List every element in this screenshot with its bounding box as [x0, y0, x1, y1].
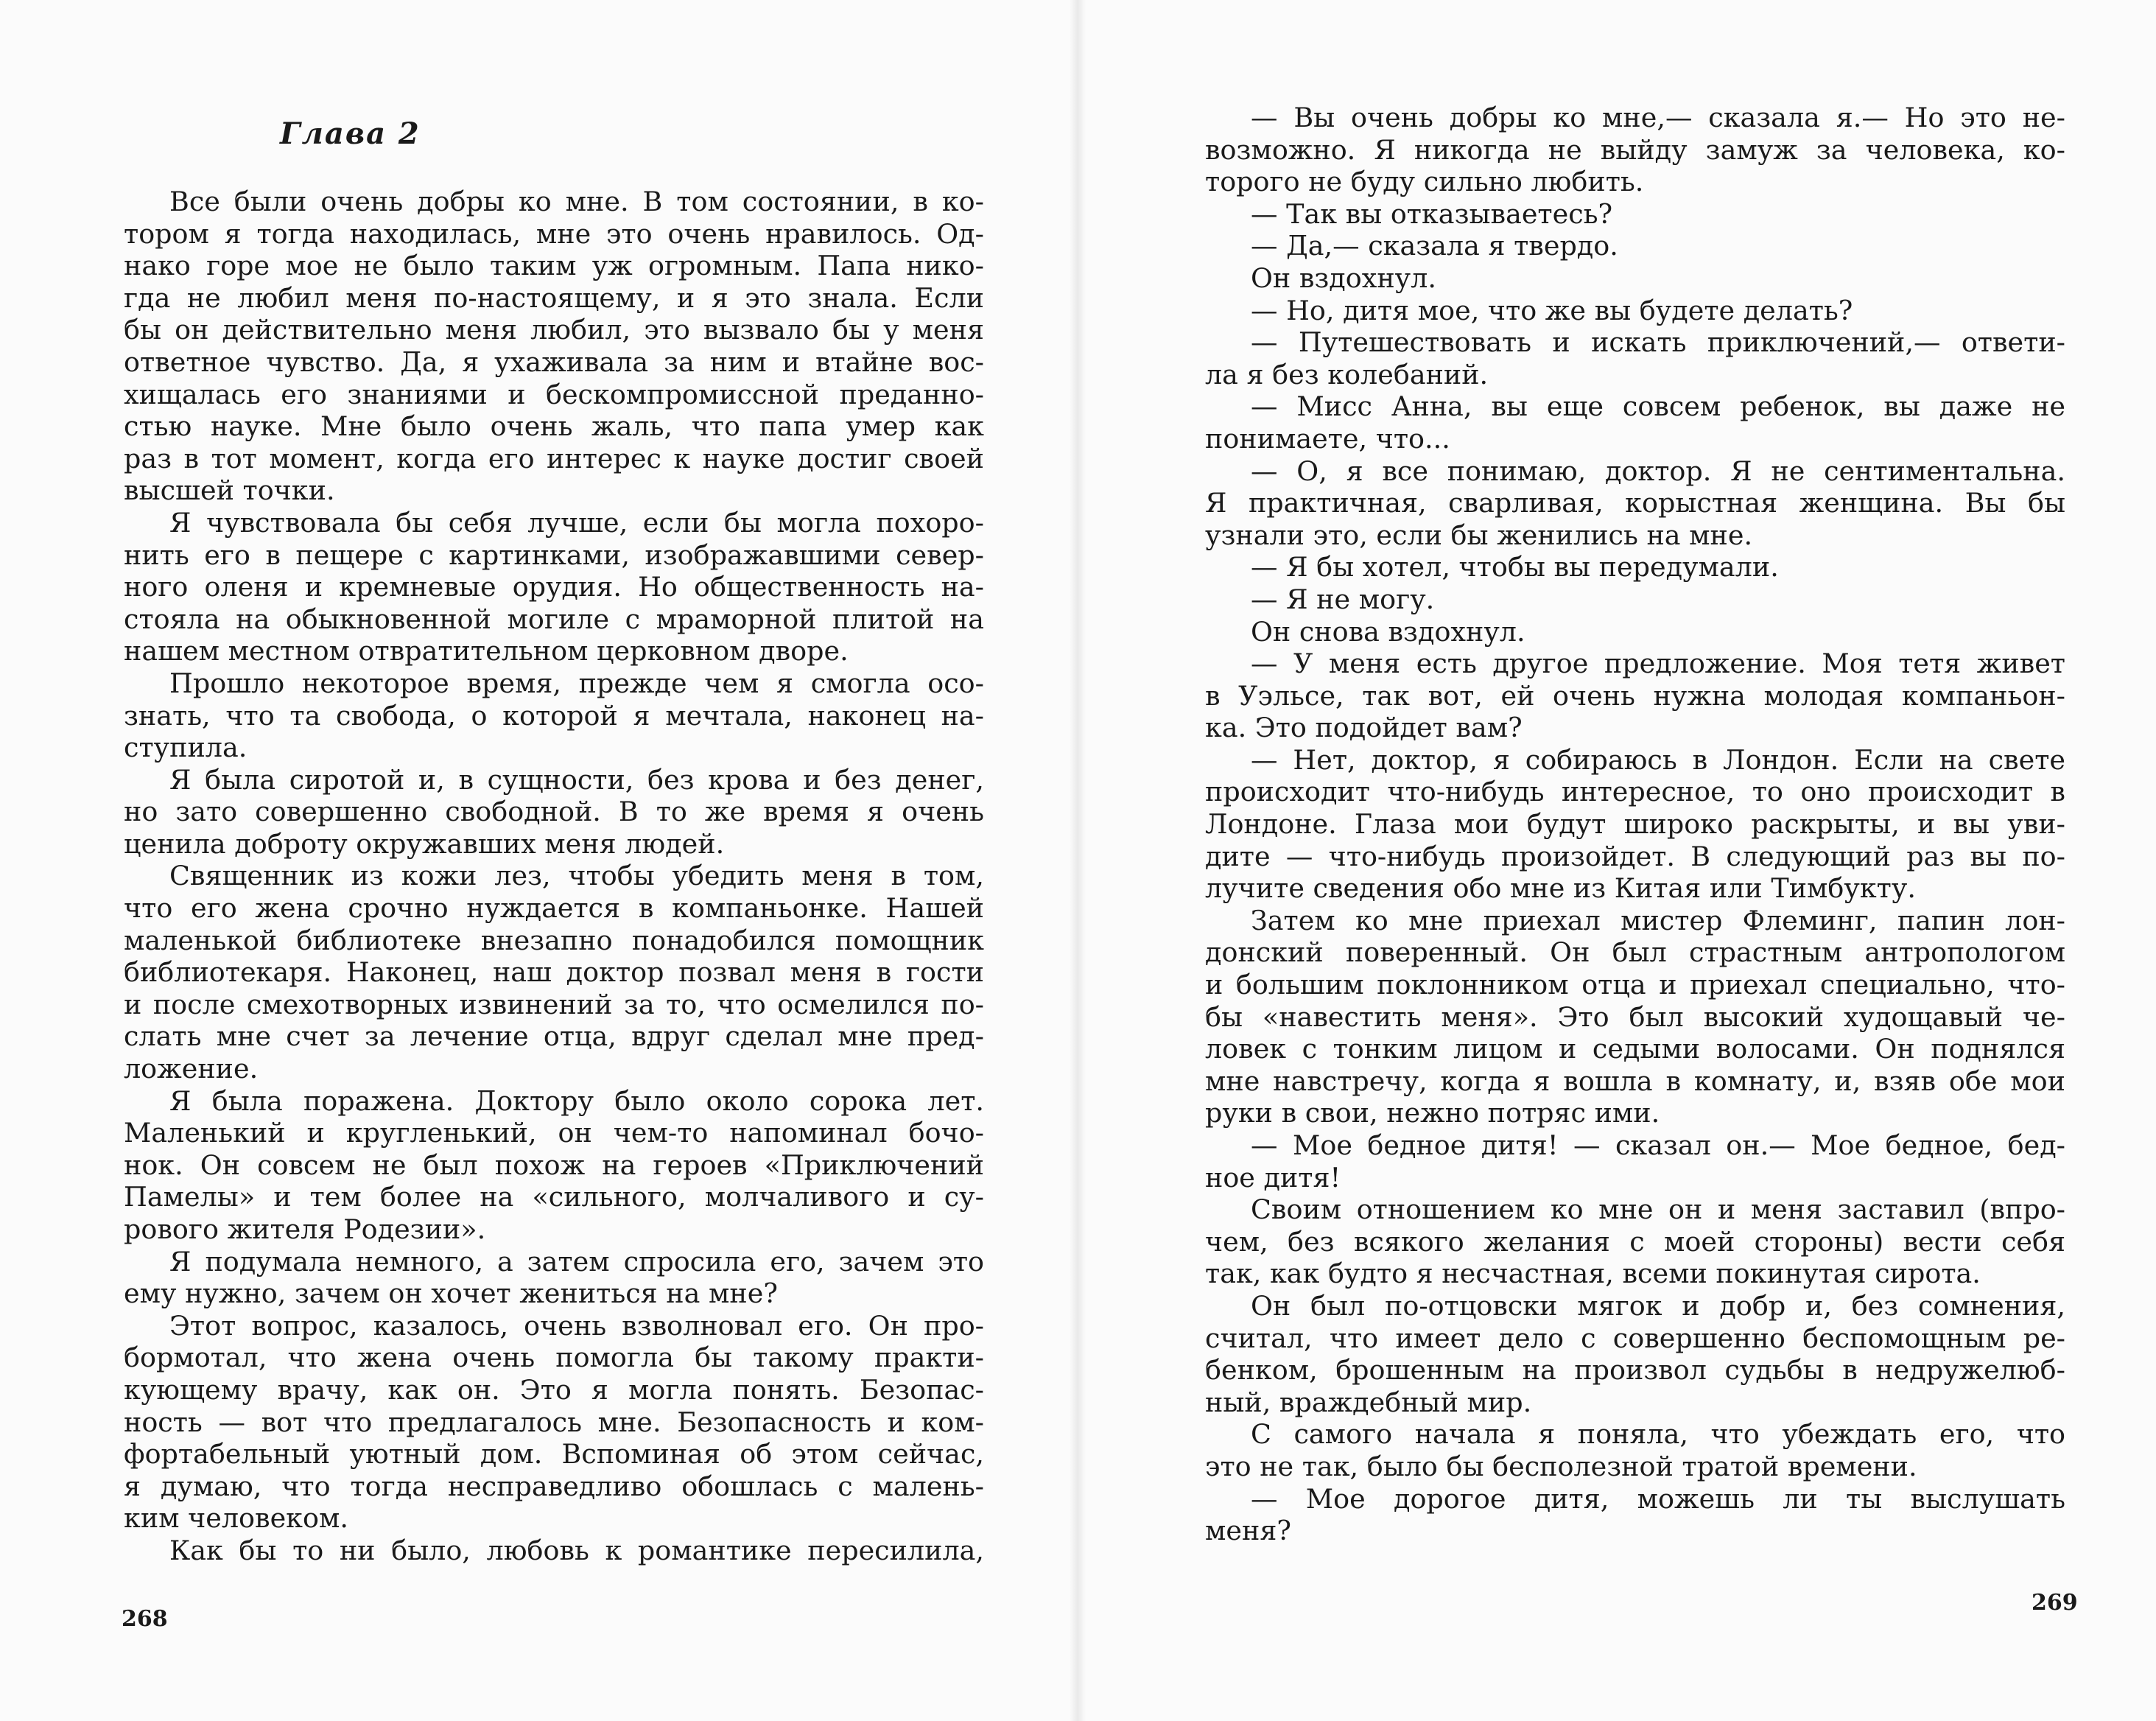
- text-line: стью науке. Мне было очень жаль, что папа умер как: [124, 410, 984, 443]
- text-line: ступила.: [124, 732, 247, 764]
- text-line: Как бы то ни было, любовь к романтике пересилила,: [169, 1534, 984, 1566]
- text-line: дите — что-нибудь произойдет. В следующий раз вы по-: [1205, 840, 2065, 872]
- text-line: — Да,— сказала я твердо.: [1251, 230, 1618, 262]
- text-line: — У меня есть другое предложение. Моя тетя живет: [1251, 648, 2065, 680]
- text-line: Лондоне. Глаза мои будут широко раскрыты, и вы уви-: [1205, 808, 2065, 841]
- text-line: Он вздохнул.: [1251, 262, 1436, 294]
- text-line: понимаете, что...: [1205, 422, 1450, 455]
- text-line: я думаю, что тогда несправедливо обошлась с малень-: [124, 1470, 984, 1502]
- text-line: — Я бы хотел, чтобы вы передумали.: [1251, 551, 1779, 583]
- text-line: Памелы» и тем более на «сильного, молчаливого и су-: [124, 1181, 984, 1213]
- text-line: ценила доброту окружавших меня людей.: [124, 827, 725, 860]
- text-line: хищалась его знаниями и бескомпромиссной преданно-: [124, 378, 984, 410]
- text-line: в Уэльсе, так вот, ей очень нужна молодая компаньон-: [1205, 679, 2065, 712]
- text-line: так, как будто я несчастная, всеми покинутая сирота.: [1205, 1258, 1981, 1290]
- text-line: — Путешествовать и искать приключений,— ответи-: [1251, 326, 2065, 359]
- text-line: ный, враждебный мир.: [1205, 1386, 1532, 1418]
- text-line: маленькой библиотеке внезапно понадобился помощник: [124, 924, 984, 956]
- text-line: Священник из кожи лез, чтобы убедить меня в том,: [169, 860, 984, 892]
- text-line: ность — вот что предлагалось мне. Безопасность и ком-: [124, 1406, 984, 1438]
- text-line: — Но, дитя мое, что же вы будете делать?: [1251, 294, 1853, 326]
- text-line: Я подумала немного, а затем спросила его, зачем это: [169, 1245, 984, 1277]
- text-line: — Мое дорогое дитя, можешь ли ты выслушать: [1251, 1482, 2065, 1515]
- text-line: ка. Это подойдет вам?: [1205, 712, 1523, 744]
- text-line: и после смехотворных извинений за то, что осмелился по-: [124, 988, 984, 1020]
- text-line: что его жена срочно нуждается в компаньонке. Нашей: [124, 892, 984, 925]
- right-page-text: [1205, 102, 2065, 1547]
- text-line: ла я без колебаний.: [1205, 358, 1489, 390]
- chapter-title: Глава 2: [280, 116, 421, 151]
- right-page: [1078, 0, 2156, 1721]
- text-line: ложение.: [124, 1053, 259, 1085]
- text-line: Своим отношением ко мне он и меня заставил (впро-: [1251, 1194, 2065, 1226]
- text-line: — Я не могу.: [1251, 583, 1435, 615]
- text-line: Затем ко мне приехал мистер Флеминг, папин лон-: [1251, 904, 2065, 936]
- text-line: — Мое бедное дитя! — сказал он.— Мое бедное, бед-: [1251, 1129, 2065, 1161]
- right-page-number: 269: [2032, 1590, 2078, 1616]
- text-line: стояла на обыкновенной могиле с мраморной плитой на: [124, 603, 984, 635]
- text-line: бормотал, что жена очень помогла бы такому практи-: [124, 1342, 984, 1374]
- text-line: библиотекаря. Наконец, наш доктор позвал меня в гости: [124, 956, 984, 989]
- text-line: слать мне счет за лечение отца, вдруг сделал мне пред-: [124, 1020, 984, 1053]
- text-line: Я была поражена. Доктору было около сорока лет.: [169, 1084, 984, 1117]
- text-line: бы он действительно меня любил, это вызвало бы у меня: [124, 314, 984, 346]
- text-line: нако горе мое не было таким уж огромным. Папа нико-: [124, 250, 984, 282]
- text-line: ему нужно, зачем он хочет жениться на мне?: [124, 1277, 778, 1310]
- text-line: донский поверенный. Он был страстным антропологом: [1205, 936, 2065, 969]
- text-line: возможно. Я никогда не выйду замуж за человека, ко-: [1205, 133, 2065, 166]
- text-line: Он был по-отцовски мягок и добр и, без сомнения,: [1251, 1289, 2065, 1322]
- text-line: тором я тогда находилась, мне это очень нравилось. Од-: [124, 217, 984, 250]
- text-line: руки в свои, нежно потряс ими.: [1205, 1097, 1660, 1129]
- text-line: Прошло некоторое время, прежде чем я смогла осо-: [169, 667, 984, 699]
- text-line: считал, что имеет дело с совершенно беспомощным ре-: [1205, 1322, 2065, 1354]
- text-line: — О, я все понимаю, доктор. Я не сентиментальна.: [1251, 455, 2065, 487]
- text-line: нок. Он совсем не был похож на героев «Приключений: [124, 1149, 984, 1181]
- text-line: — Мисс Анна, вы еще совсем ребенок, вы даже не: [1251, 390, 2065, 423]
- text-line: гда не любил меня по-настоящему, и я это знала. Если: [124, 281, 984, 314]
- text-line: знать, что та свобода, о которой я мечтала, наконец на-: [124, 699, 984, 732]
- text-line: Маленький и кругленький, он чем-то напоминал бочо-: [124, 1117, 984, 1149]
- text-line: Я чувствовала бы себя лучше, если бы могла похоро-: [169, 506, 984, 539]
- left-page-number: 268: [122, 1606, 168, 1632]
- text-line: торого не буду сильно любить.: [1205, 166, 1644, 198]
- text-line: ное дитя!: [1205, 1161, 1341, 1194]
- text-line: и большим поклонником отца и приехал специально, что-: [1205, 969, 2065, 1001]
- text-line: меня?: [1205, 1515, 1291, 1547]
- text-line: мне навстречу, когда я вошла в комнату, и, взяв обе мои: [1205, 1065, 2065, 1097]
- text-line: ким человеком.: [124, 1502, 348, 1535]
- text-line: Я была сиротой и, в сущности, без крова и без денег,: [169, 763, 984, 796]
- text-line: фортабельный уютный дом. Вспоминая об этом сейчас,: [124, 1438, 984, 1471]
- left-page-text: [124, 186, 984, 1567]
- text-line: кующему врачу, как он. Это я могла понять. Безопас-: [124, 1373, 984, 1406]
- text-line: — Вы очень добры ко мне,— сказала я.— Но это не-: [1251, 102, 2065, 133]
- text-line: лучите сведения обо мне из Китая или Тимбукту.: [1205, 872, 1916, 905]
- text-line: раз в тот момент, когда его интерес к науке достиг своей: [124, 442, 984, 474]
- text-line: происходит что-нибудь интересное, то оно происходит в: [1205, 776, 2065, 808]
- text-line: ответное чувство. Да, я ухаживала за ним и втайне вос-: [124, 346, 984, 378]
- text-line: высшей точки.: [124, 474, 335, 507]
- text-line: ного оленя и кремневые орудия. Но общественность на-: [124, 571, 984, 603]
- text-line: узнали это, если бы женились на мне.: [1205, 519, 1753, 551]
- text-line: Все были очень добры ко мне. В том состоянии, в ко-: [169, 186, 984, 217]
- text-line: нашем местном отвратительном церковном дворе.: [124, 635, 849, 667]
- text-line: рового жителя Родезии».: [124, 1213, 486, 1245]
- text-line: С самого начала я поняла, что убеждать его, что: [1251, 1418, 2065, 1451]
- text-line: — Так вы отказываетесь?: [1251, 197, 1613, 230]
- text-line: Он снова вздохнул.: [1251, 615, 1525, 648]
- text-line: но зато совершенно свободной. В то же время я очень: [124, 796, 984, 828]
- text-line: это не так, было бы бесполезной тратой времени.: [1205, 1450, 1917, 1482]
- text-line: нить его в пещере с картинками, изображавшими север-: [124, 539, 984, 571]
- text-line: бенком, брошенным на произвол судьбы в недружелюб-: [1205, 1354, 2065, 1387]
- text-line: Этот вопрос, казалось, очень взволновал его. Он про-: [169, 1309, 984, 1342]
- text-line: бы «навестить меня». Это был высокий худощавый че-: [1205, 1000, 2065, 1033]
- text-line: Я практичная, сварливая, корыстная женщина. Вы бы: [1205, 487, 2065, 519]
- text-line: ловек с тонким лицом и седыми волосами. Он поднялся: [1205, 1033, 2065, 1065]
- text-line: — Нет, доктор, я собираюсь в Лондон. Если на свете: [1251, 743, 2065, 776]
- text-line: чем, без всякого желания с моей стороны) вести себя: [1205, 1225, 2065, 1258]
